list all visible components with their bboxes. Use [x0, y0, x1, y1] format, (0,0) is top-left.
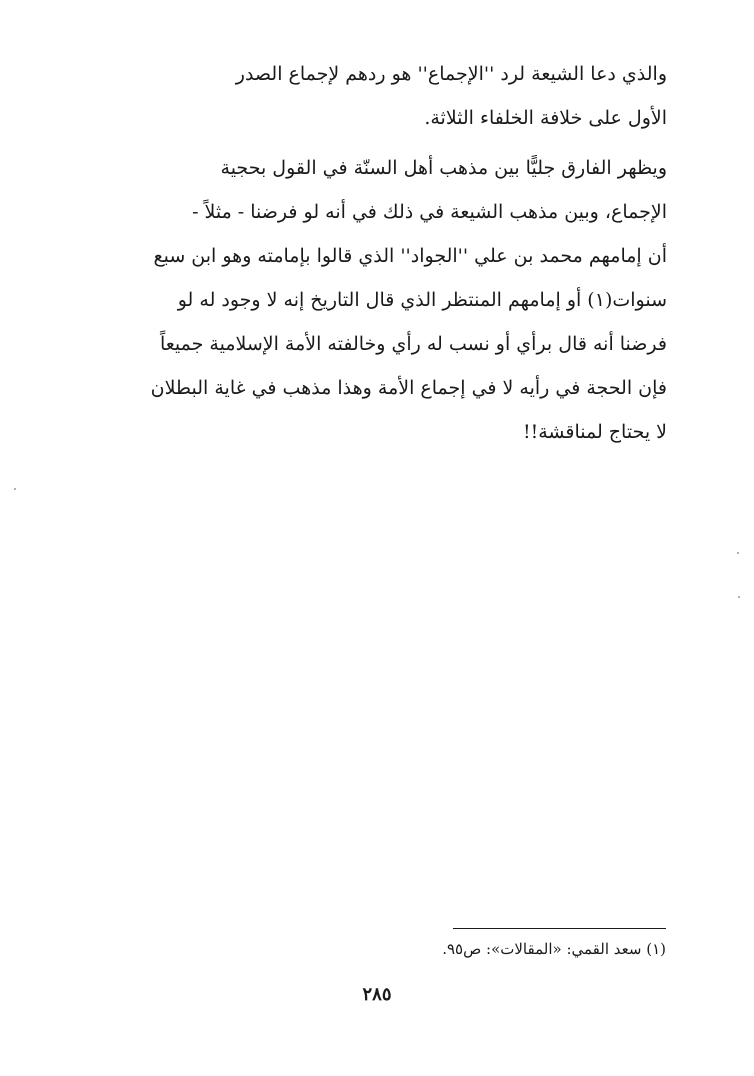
paragraph-line: سنوات(١) أو إمامهم المنتظر الذي قال التاريخ إنه لا وجود له لو	[177, 289, 667, 311]
paragraph-line: الأول على خلافة الخلفاء الثلاثة.	[424, 107, 667, 129]
footnote-divider	[453, 928, 666, 929]
page-number: ٢٨٥	[362, 984, 392, 1005]
paragraph-line: ويظهر الفارق جليًّا بين مذهب أهل السنّة في القول بحجية	[220, 157, 667, 179]
paragraph-line: لا يحتاج لمناقشة!!	[522, 421, 667, 443]
footnote: (١) سعد القمي: «المقالات»: ص٩٥.	[442, 940, 666, 958]
paragraph-2	[122, 146, 667, 454]
scan-speck	[14, 488, 16, 490]
paragraph-line: أن إمامهم محمد بن علي ''الجواد'' الذي قالوا بإمامته وهو ابن سبع	[153, 245, 667, 267]
paragraph-1	[122, 52, 667, 140]
paragraph-line: فرضنا أنه قال برأي أو نسب له رأي وخالفته الأمة الإسلامية جميعاً	[159, 333, 667, 355]
paragraph-line: فإن الحجة في رأيه لا في إجماع الأمة وهذا مذهب في غاية البطلان	[150, 377, 667, 399]
scan-speck	[737, 552, 739, 554]
paragraph-line: الإجماع، وبين مذهب الشيعة في ذلك في أنه لو فرضنا - مثلاً -	[192, 201, 667, 223]
scan-speck	[738, 596, 740, 598]
paragraph-line: والذي دعا الشيعة لرد ''الإجماع'' هو ردهم لإجماع الصدر	[235, 63, 667, 85]
